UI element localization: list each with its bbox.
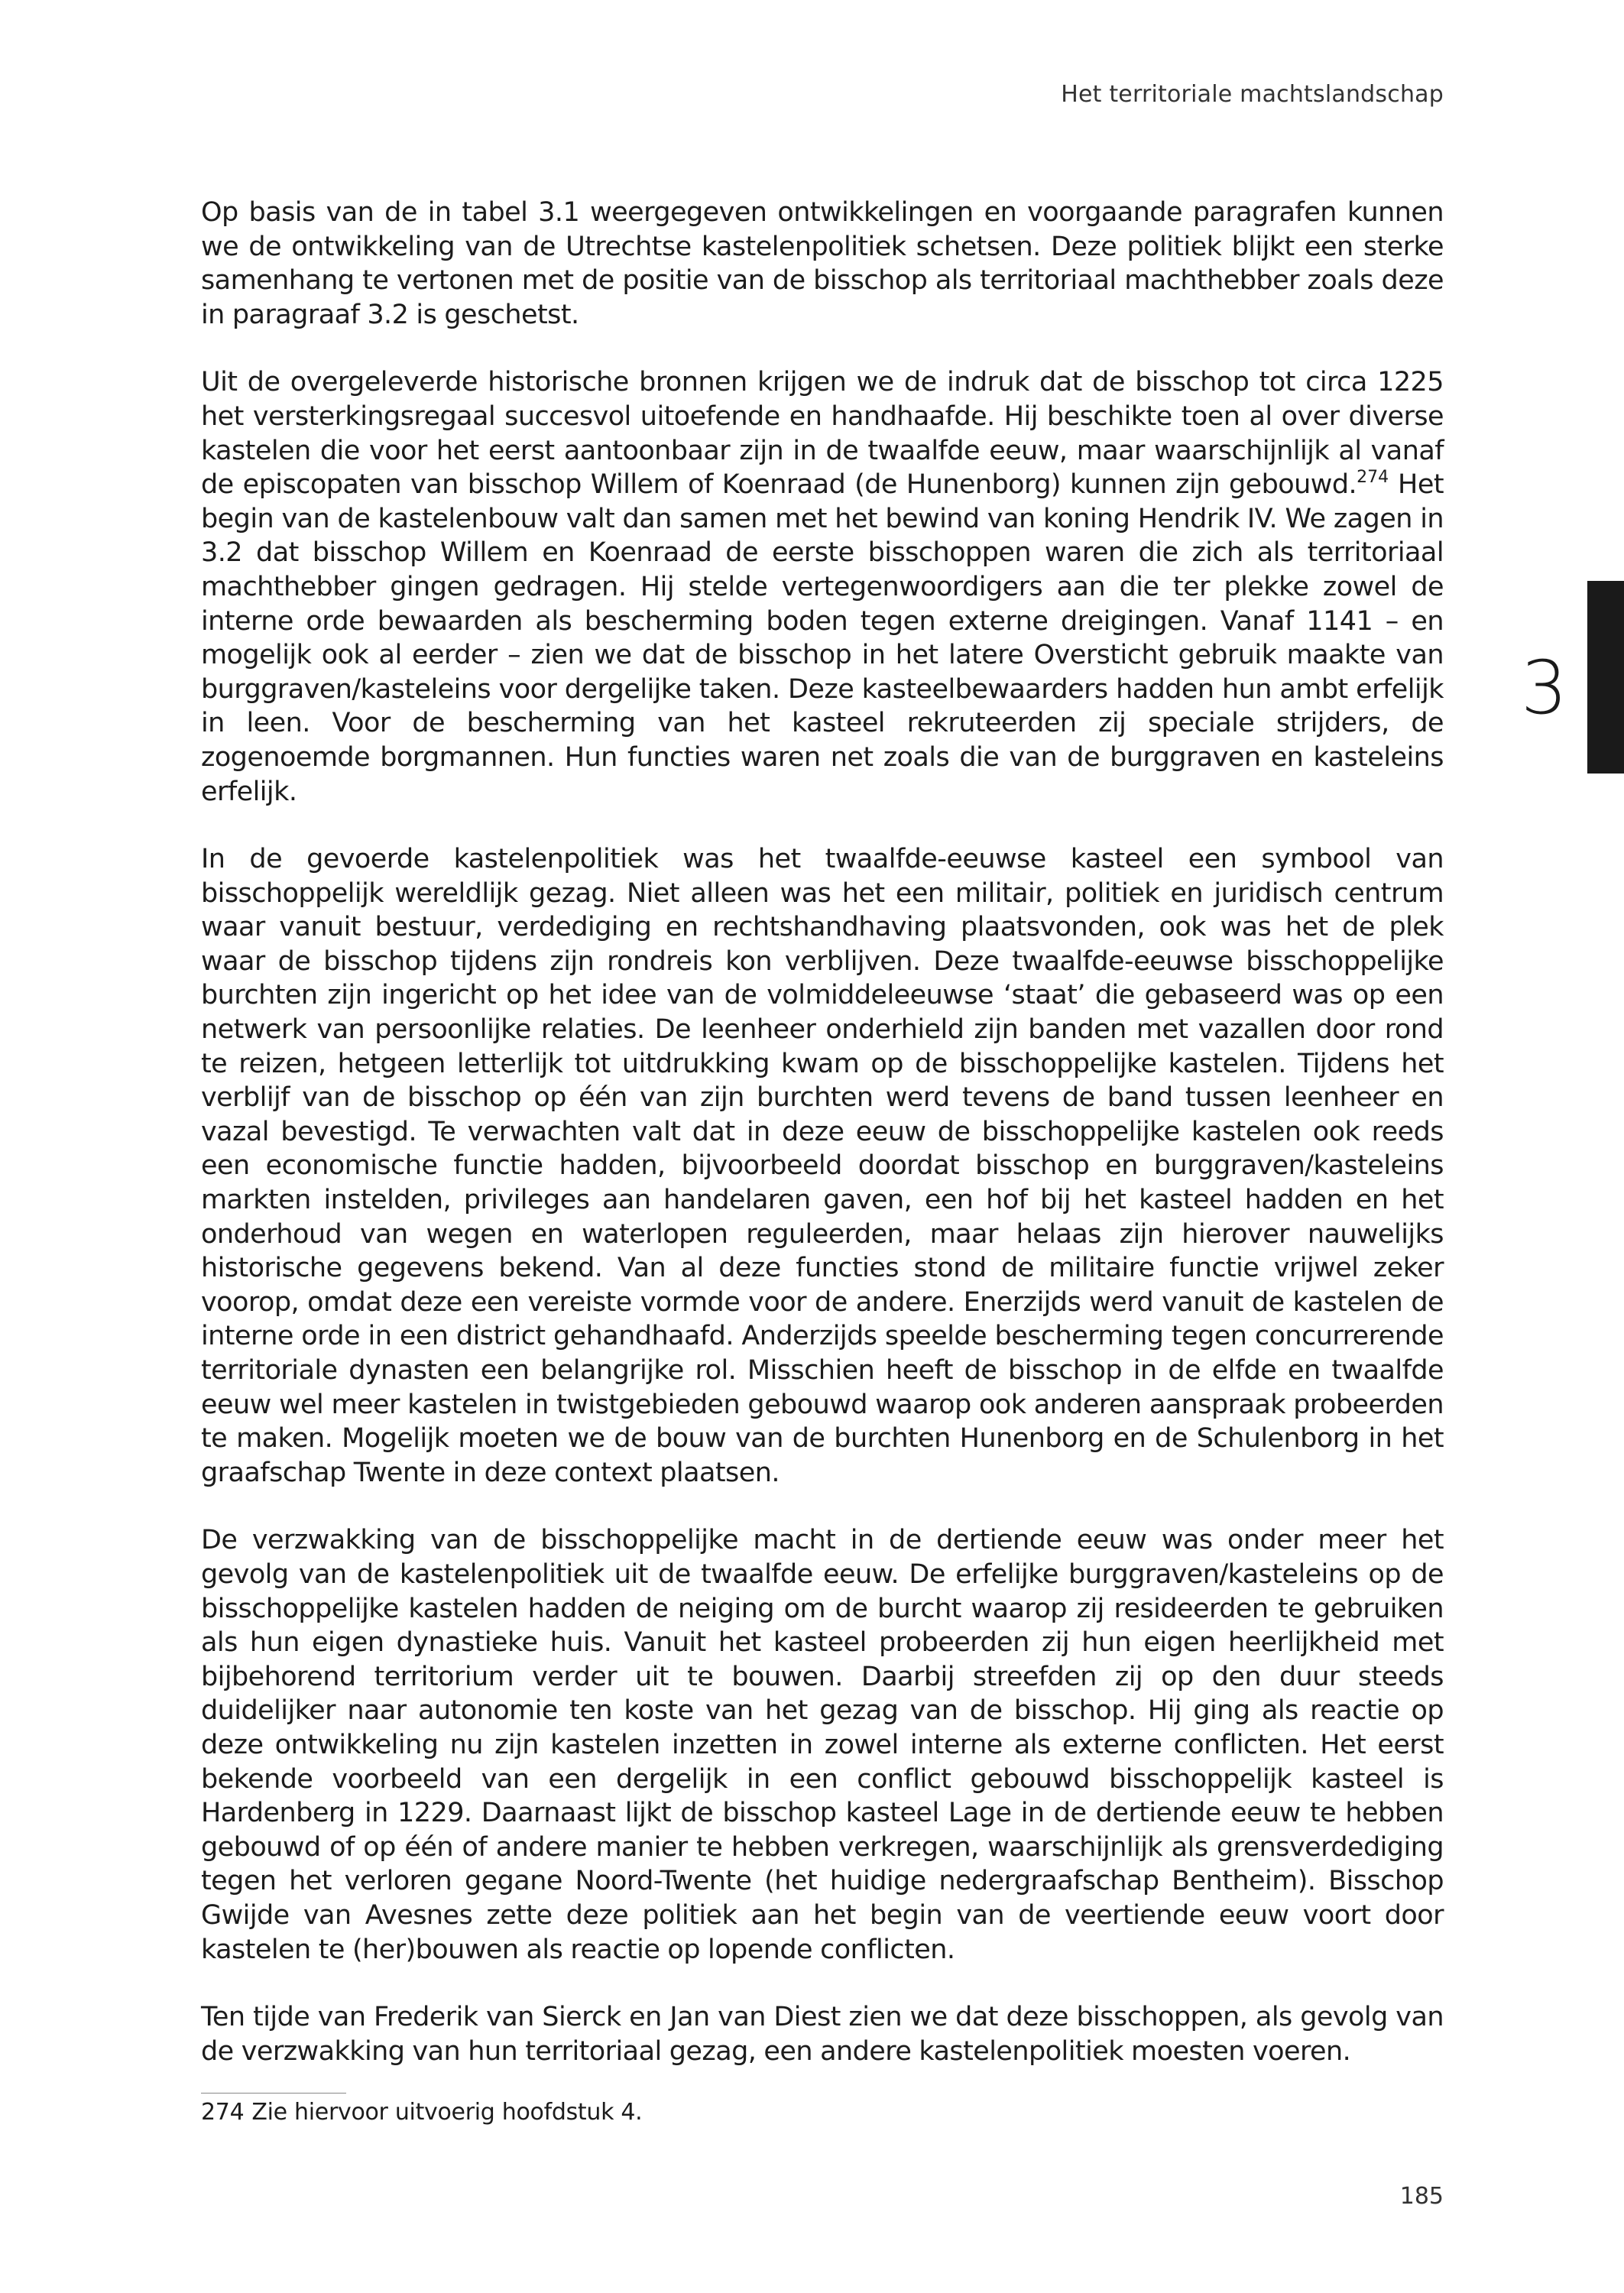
body-text: [201, 196, 1444, 2068]
paragraph-5: Ten tijde van Frederik van Sierck en Jan van Diest zien we dat deze bisschoppen, als gevolg van de verzwakking van hun territoriaal gezag, een andere kastelenpolitiek moesten voeren.: [201, 2002, 1444, 2067]
footnote-reference: 274: [1357, 468, 1389, 488]
footnote-divider: [201, 2093, 346, 2094]
chapter-thumb-tab: [1587, 581, 1624, 774]
paragraph-4: De verzwakking van de bisschoppelijke macht in de dertiende eeuw was onder meer het gevolg van de kastelenpolitiek uit de twaalfde eeuw. De erfelijke burggraven/kasteleins op de bisschoppelijke kastelen hadden de neiging om de burcht waarop zij resideerden te gebruiken als hun eigen dynastieke huis. Vanuit het kasteel probeerden zij hun eigen heerlijkheid met bijbehorend territorium verder uit te bouwen. Daarbij streefden zij op den duur steeds duidelijker naar autonomie ten koste van het gezag van de bisschop. Hij ging als reactie op deze ontwikkeling nu zijn kastelen inzetten in zowel interne als externe conflicten. Het eerst bekende voorbeeld van een dergelijk in een conflict gebouwd bisschoppelijk kasteel is Hardenberg in 1229. Daarnaast lijkt de bisschop kasteel Lage in de dertiende eeuw te hebben gebouwd of op één of andere manier te hebben verkregen, waarschijnlijk als grensverdediging tegen het verloren gegane Noord-Twente (het huidige nedergraafschap Bentheim). Bisschop Gwijde van Avesnes zette deze politiek aan het begin van de veertiende eeuw voort door kastelen te (her)bouwen als reactie op lopende conflicten.: [201, 1525, 1444, 1965]
chapter-number: 3: [1521, 645, 1568, 731]
paragraph-2-part-2: Het begin van de kastelenbouw valt dan samen met het bewind van koning Hendrik IV. We zagen in 3.2 dat bisschop Willem en Koenraad de eerste bisschoppen waren die zich als territoriaal machthebber gingen gedragen. Hij stelde vertegenwoordigers aan die ter plekke zowel de interne orde bewaarden als bescherming boden tegen externe dreigingen. Vanaf 1141 – en mogelijk ook al eerder – zien we dat de bisschop in het latere Oversticht gebruik maakte van burggraven/kasteleins voor dergelijke taken. Deze kasteelbewaarders hadden hun ambt erfelijk in leen. Voor de bescherming van het kasteel rekruteerden zij speciale strijders, de zogenoemde borgmannen. Hun functies waren net zoals die van de burggraven en kasteleins erfelijk.: [201, 469, 1444, 807]
paragraph-1: Op basis van de in tabel 3.1 weergegeven ontwikkelingen en voorgaande paragrafen kunnen we de ontwikkeling van de Utrechtse kastelenpolitiek schetsen. Deze politiek blijkt een sterke samenhang te vertonen met de positie van de bisschop als territoriaal machthebber zoals deze in paragraaf 3.2 is geschetst.: [201, 197, 1444, 330]
footnote-text: Zie hiervoor uitvoerig hoofdstuk 4.: [251, 2099, 643, 2126]
paragraph-3: In de gevoerde kastelenpolitiek was het twaalfde-eeuwse kasteel een symbool van bisschoppelijk wereldlijk gezag. Niet alleen was het een militair, politiek en juridisch centrum waar vanuit bestuur, verdediging en rechtshandhaving plaatsvonden, ook was het de plek waar de bisschop tijdens zijn rondreis kon verblijven. Deze twaalfde-eeuwse bisschoppelijke burchten zijn ingericht op het idee van de volmiddeleeuwse ‘staat’ die gebaseerd was op een netwerk van persoonlijke relaties. De leenheer onderhield zijn banden met vazallen door rond te reizen, hetgeen letterlijk tot uitdrukking kwam op de bisschoppelijke kastelen. Tijdens het verblijf van de bisschop op één van zijn burchten werd tevens de band tussen leenheer en vazal bevestigd. Te verwachten valt dat in deze eeuw de bisschoppelijke kastelen ook reeds een economische functie hadden, bijvoorbeeld doordat bisschop en burggraven/kasteleins markten instelden, privileges aan handelaren gaven, een hof bij het kasteel hadden en het onderhoud van wegen en waterlopen reguleerden, maar helaas zijn hierover nauwelijks historische gegevens bekend. Van al deze functies stond de militaire functie vrijwel zeker voorop, omdat deze een vereiste vormde voor de andere. Enerzijds werd vanuit de kastelen de interne orde in een district gehandhaafd. Anderzijds speelde bescherming tegen concurrerende territoriale dynasten een belangrijke rol. Misschien heeft de bisschop in de elfde en twaalfde eeuw wel meer kastelen in twistgebieden gebouwd waarop ook anderen aanspraak probeerden te maken. Mogelijk moeten we de bouw van de burchten Hunenborg en de Schulenborg in het graafschap Twente in deze context plaatsen.: [201, 844, 1444, 1488]
paragraph-2: [201, 365, 1444, 809]
running-head-title: Het territoriale machtslandschap: [1061, 81, 1444, 108]
page-number: 185: [1399, 2183, 1444, 2210]
footnote-number: 274: [201, 2099, 245, 2126]
paragraph-2-part-1: Uit de overgeleverde historische bronnen krijgen we de indruk dat de bisschop tot circa 1225 het versterkingsregaal succesvol uitoefende en handhaafde. Hij beschikte toen al over diverse kastelen die voor het eerst aantoonbaar zijn in de twaalfde eeuw, maar waarschijnlijk al vanaf de episcopaten van bisschop Willem of Koenraad (de Hunenborg) kunnen zijn gebouwd.: [201, 367, 1444, 501]
footnote: [201, 2097, 1424, 2128]
